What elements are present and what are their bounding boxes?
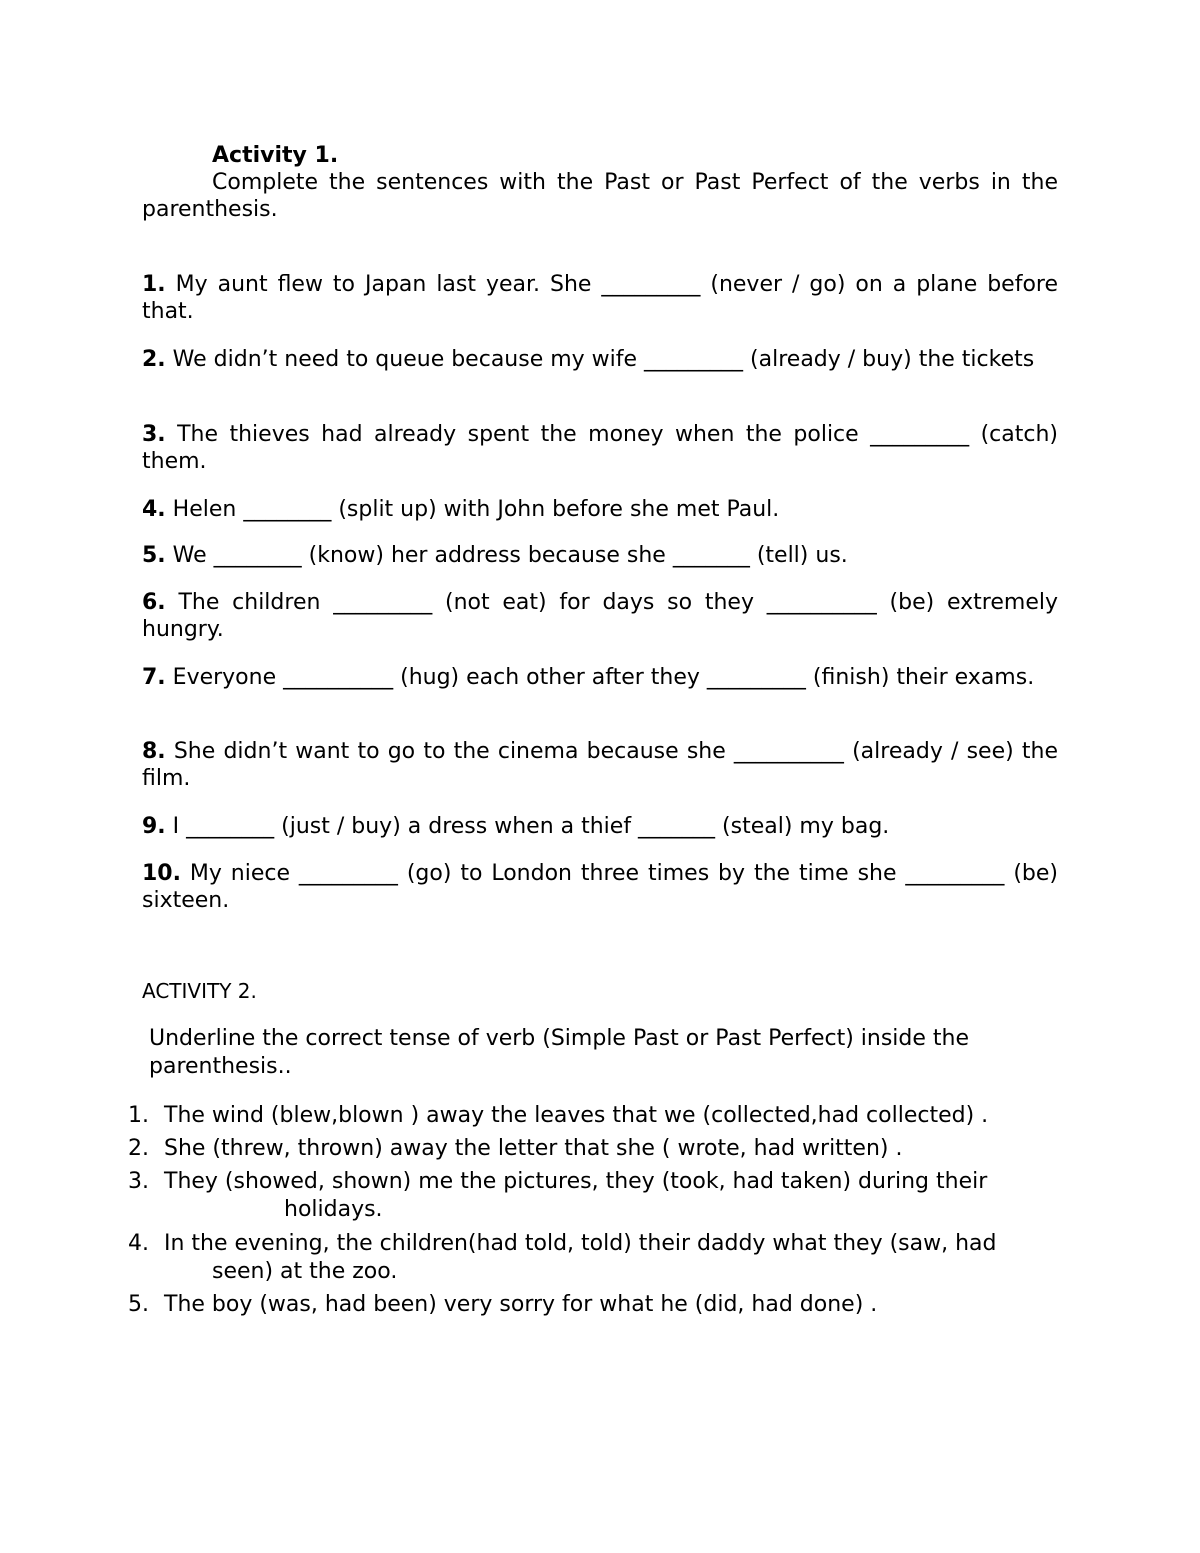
item-number: 4.: [128, 1231, 149, 1256]
item-number: 2.: [128, 1136, 149, 1161]
item-text-continuation: seen) at the zoo.: [212, 1259, 398, 1284]
question-number: 4.: [142, 497, 166, 522]
question-number: 5.: [142, 543, 166, 568]
question-number: 2.: [142, 347, 166, 372]
activity-1-question-9: [142, 813, 1058, 840]
activity-1-question-2: [142, 346, 1058, 373]
activity-1-question-6: [142, 589, 1058, 643]
question-number: 7.: [142, 665, 166, 690]
question-text: My aunt flew to Japan last year. She _________ (never / go) on a plane before that.: [142, 272, 1058, 324]
activity-1-question-8: [142, 738, 1058, 792]
question-text: Helen ________ (split up) with John before she met Paul.: [165, 497, 780, 522]
question-text: We didn’t need to queue because my wife _________ (already / buy) the tickets: [165, 347, 1035, 372]
activity-2-item-1: [128, 1102, 1068, 1130]
question-text: I ________ (just / buy) a dress when a thief _______ (steal) my bag.: [165, 814, 890, 839]
activity-1-instructions: Complete the sentences with the Past or Past Perfect of the verbs in the parenthesis.: [142, 170, 1058, 222]
question-number: 3.: [142, 422, 166, 447]
item-text: The wind (blew,blown ) away the leaves that we (collected,had collected) .: [164, 1103, 989, 1128]
question-number: 8.: [142, 739, 166, 764]
item-text-continuation: holidays.: [284, 1197, 383, 1222]
activity-1-question-10: [142, 860, 1058, 914]
activity-1-question-3: [142, 421, 1058, 475]
activity-1-question-5: [142, 542, 1058, 569]
question-number: 10.: [142, 861, 181, 886]
question-number: 1.: [142, 272, 166, 297]
item-text: The boy (was, had been) very sorry for what he (did, had done) .: [164, 1292, 878, 1317]
question-number: 6.: [142, 590, 166, 615]
question-text: The children _________ (not eat) for days so they __________ (be) extremely hungry.: [142, 590, 1058, 642]
activity-2-item-5: [128, 1291, 1068, 1319]
item-text: She (threw, thrown) away the letter that she ( wrote, had written) .: [164, 1136, 903, 1161]
activity-2-item-3: [128, 1168, 1068, 1224]
question-text: She didn’t want to go to the cinema because she __________ (already / see) the film.: [142, 739, 1058, 791]
question-text: We ________ (know) her address because she _______ (tell) us.: [165, 543, 848, 568]
activity-2-title: ACTIVITY 2.: [142, 979, 257, 1003]
activity-2-instructions: Underline the correct tense of verb (Simple Past or Past Perfect) inside the parenthesis..: [149, 1026, 970, 1079]
activity-1-question-1: [142, 271, 1058, 325]
activity-2-item-4: [128, 1230, 1068, 1286]
item-number: 3.: [128, 1169, 149, 1194]
item-text: They (showed, shown) me the pictures, they (took, had taken) during their: [164, 1169, 988, 1194]
activity-2-item-2: [128, 1135, 1068, 1163]
item-text: In the evening, the children(had told, told) their daddy what they (saw, had: [164, 1231, 997, 1256]
question-text: My niece _________ (go) to London three times by the time she _________ (be) sixteen.: [142, 861, 1058, 913]
question-text: The thieves had already spent the money when the police _________ (catch) them.: [142, 422, 1058, 474]
activity-1-question-7: [142, 664, 1058, 691]
item-number: 5.: [128, 1292, 149, 1317]
question-text: Everyone __________ (hug) each other after they _________ (finish) their exams.: [165, 665, 1035, 690]
activity-1-question-4: [142, 496, 1058, 523]
activity-1-title: Activity 1.: [212, 143, 339, 168]
question-number: 9.: [142, 814, 166, 839]
item-number: 1.: [128, 1103, 149, 1128]
